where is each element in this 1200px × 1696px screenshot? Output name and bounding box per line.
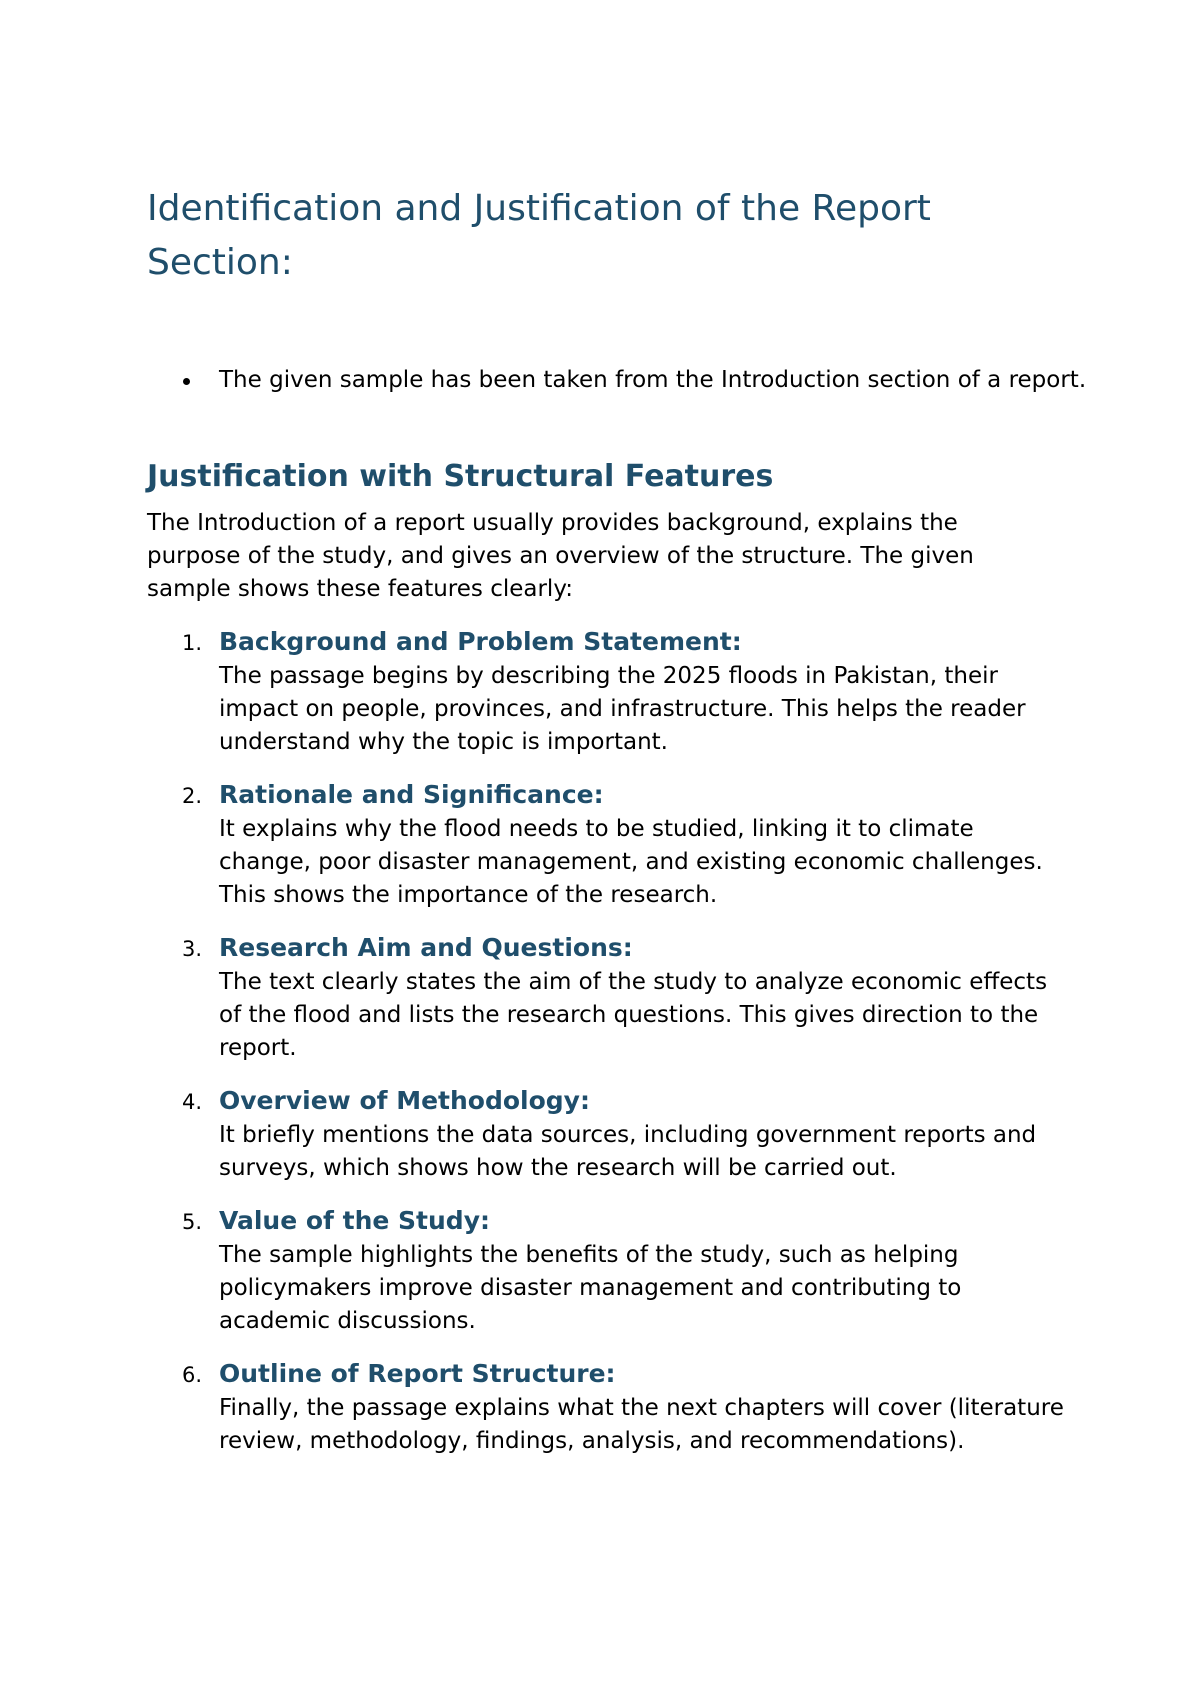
list-item-number: 4.	[182, 1090, 203, 1114]
list-item-title: Overview of Methodology:	[219, 1086, 590, 1115]
numbered-list	[147, 624, 1067, 1458]
list-item	[147, 624, 1069, 759]
list-item-body: The passage begins by describing the 2025 floods in Pakistan, their impact on people, provinces, and infrastructure. This helps the reader understand why the topic is important.	[219, 663, 1026, 755]
list-item-body: Finally, the passage explains what the next chapters will cover (literature review, methodology, findings, analysis, and recommendations).	[219, 1395, 1064, 1454]
bullet-item	[147, 364, 1119, 397]
bullet-icon	[183, 378, 190, 385]
list-item	[147, 1356, 1069, 1458]
list-item	[147, 930, 1069, 1065]
list-item	[147, 777, 1069, 912]
bullet-text: The given sample has been taken from the Introduction section of a report.	[219, 367, 1087, 393]
bullet-list	[147, 364, 1087, 397]
list-item	[147, 1203, 1069, 1338]
list-item-title: Rationale and Significance:	[219, 780, 604, 809]
document-page	[147, 182, 1087, 1476]
list-item-number: 3.	[182, 937, 203, 961]
list-item-title: Value of the Study:	[219, 1206, 490, 1235]
list-item-body: It briefly mentions the data sources, including government reports and surveys, which shows how the research will be carried out.	[219, 1122, 1037, 1181]
list-item-body: The text clearly states the aim of the study to analyze economic effects of the flood and lists the research questions. This gives direction to the report.	[219, 969, 1048, 1061]
list-item-number: 1.	[182, 631, 203, 655]
section-heading: Justification with Structural Features	[147, 459, 774, 494]
list-item-title: Outline of Report Structure:	[219, 1359, 616, 1388]
list-item-body: The sample highlights the benefits of the study, such as helping policymakers improve disaster management and contributing to academic discussions.	[219, 1242, 962, 1334]
list-item-number: 2.	[182, 784, 203, 808]
list-item-number: 6.	[182, 1363, 203, 1387]
intro-paragraph: The Introduction of a report usually provides background, explains the purpose of the study, and gives an overview of the structure. The given sample shows these features clearly:	[147, 510, 974, 602]
list-item-title: Background and Problem Statement:	[219, 627, 742, 656]
list-item-body: It explains why the flood needs to be studied, linking it to climate change, poor disaster management, and existing economic challenges. This shows the importance of the research.	[219, 816, 1043, 908]
page-title: Identification and Justification of the Report Section:	[147, 188, 931, 283]
list-item-number: 5.	[182, 1210, 203, 1234]
list-item	[147, 1083, 1069, 1185]
list-item-title: Research Aim and Questions:	[219, 933, 633, 962]
